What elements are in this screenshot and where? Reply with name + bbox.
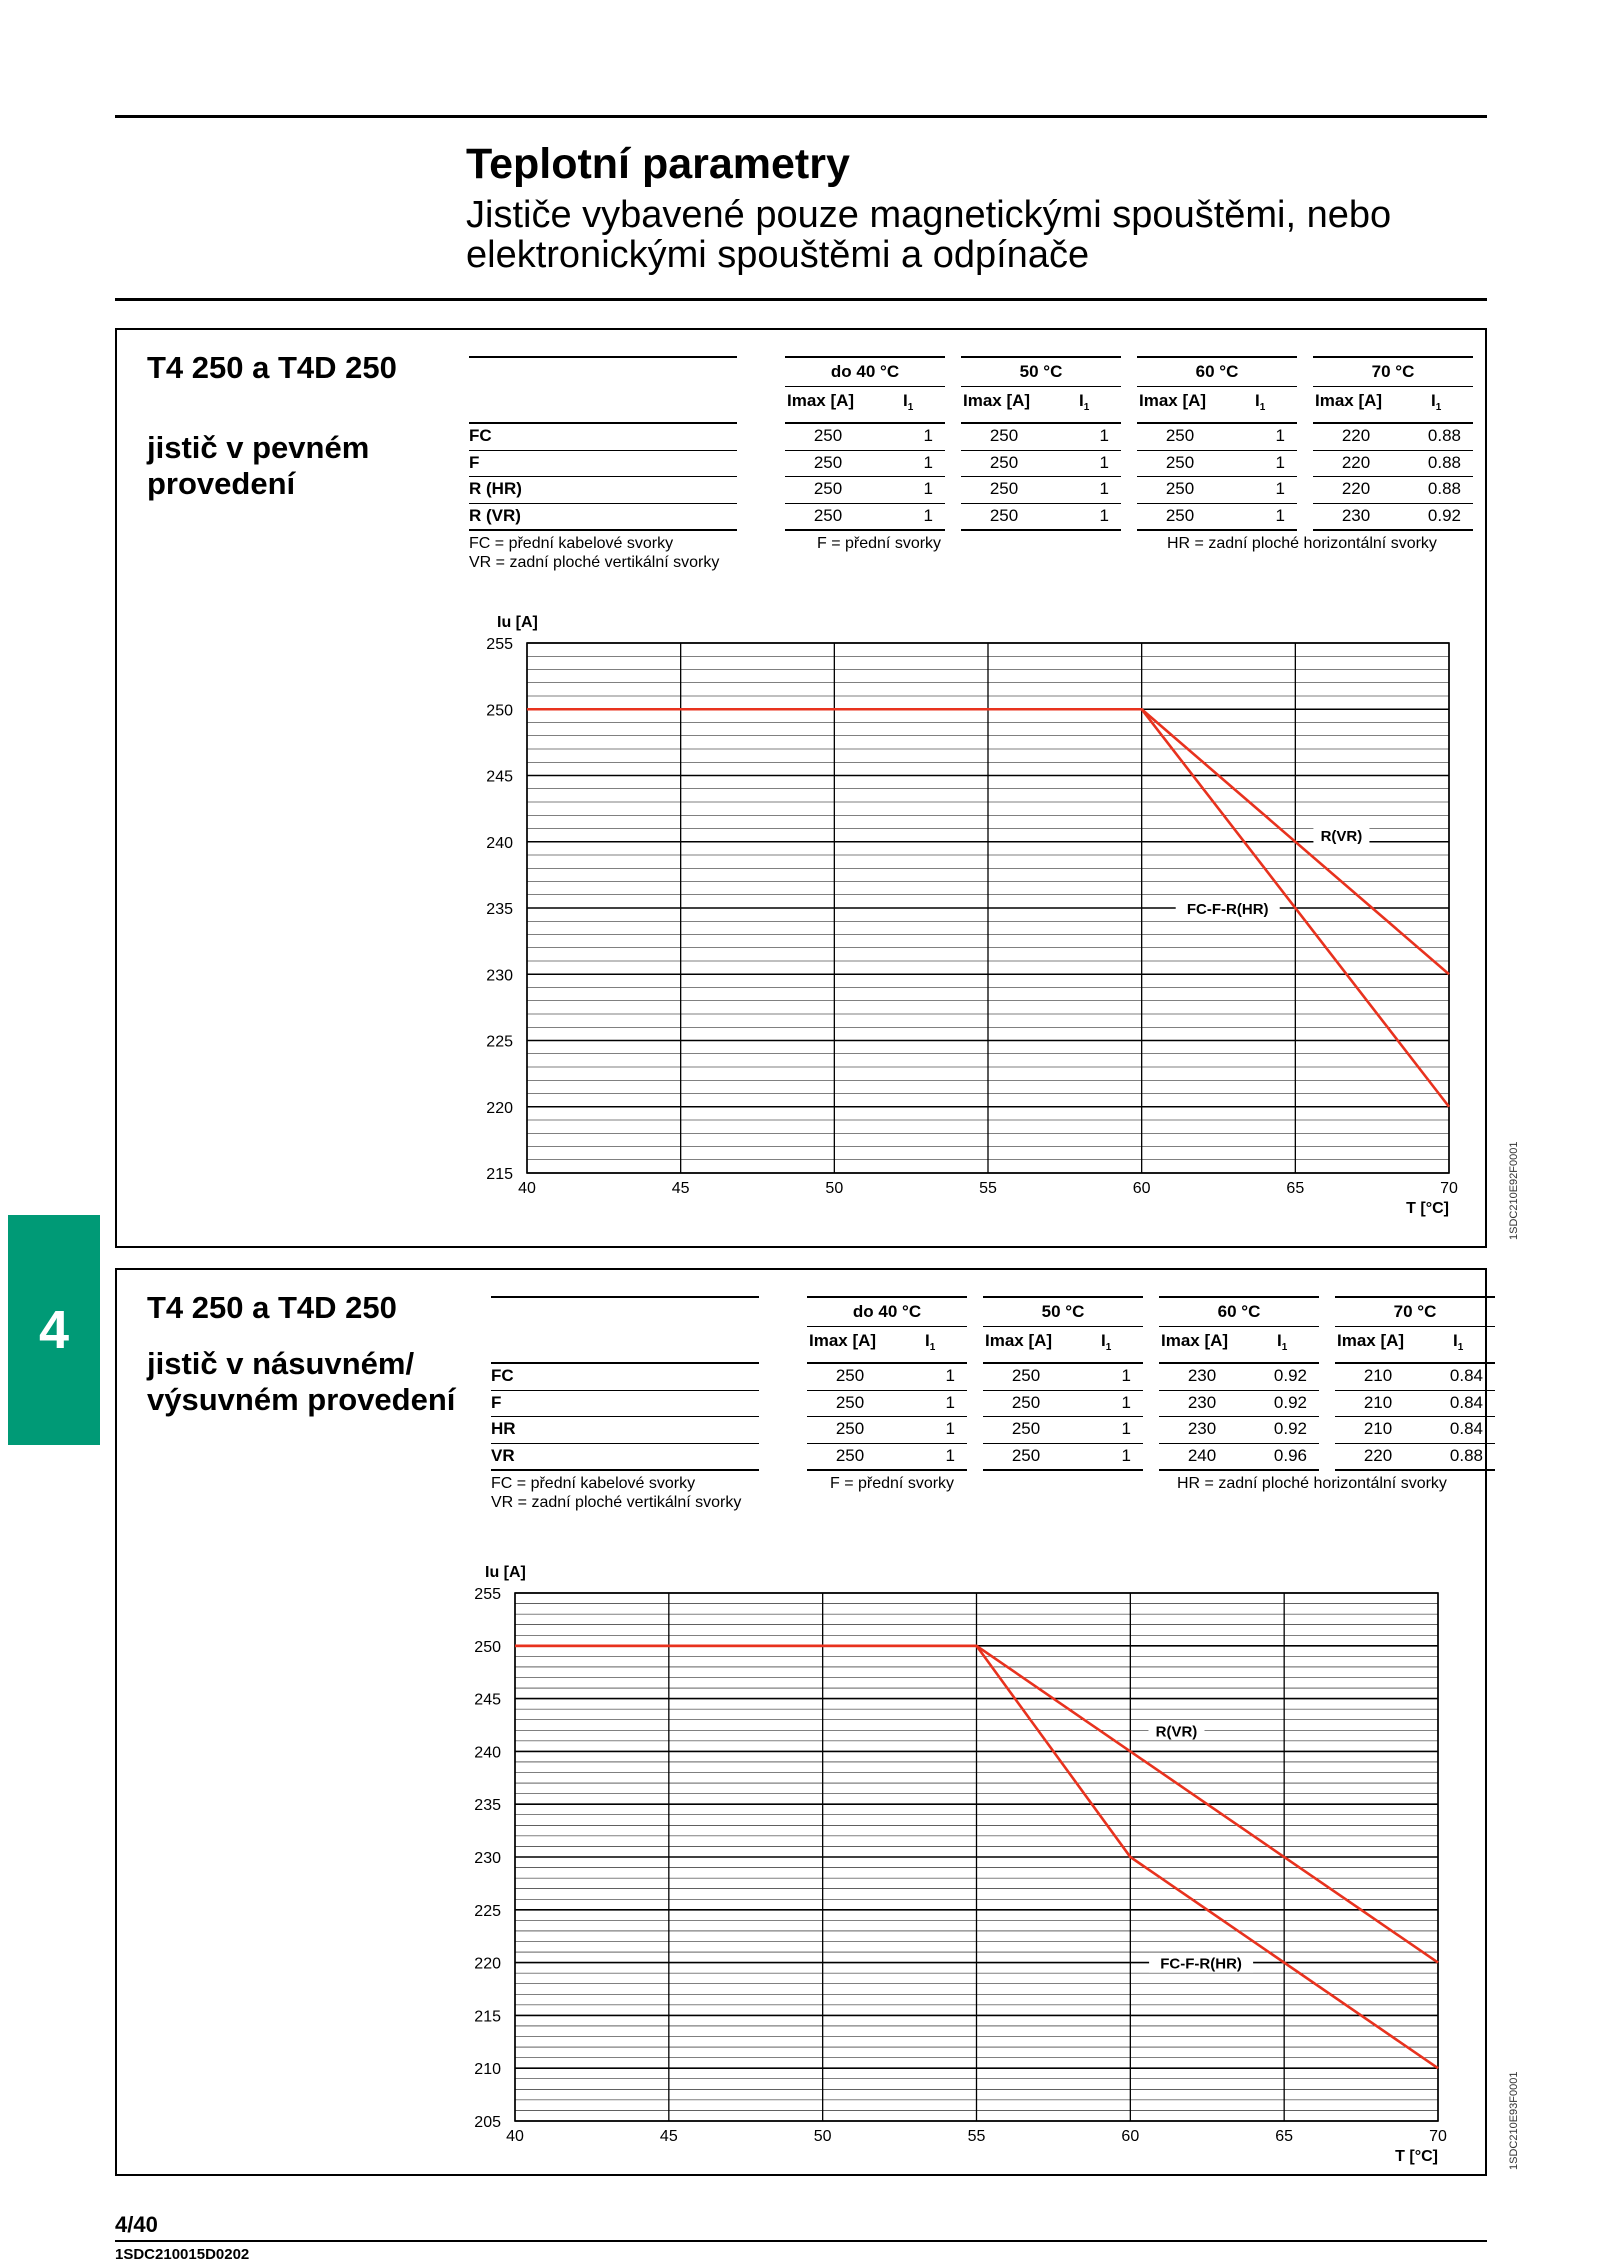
imax-value: 230 [1187, 1419, 1217, 1438]
imax-header: Imax [A] [1337, 1331, 1405, 1350]
imax-value: 250 [835, 1419, 865, 1438]
imax-value: 210 [1363, 1366, 1393, 1385]
imax-value: 250 [1165, 505, 1195, 525]
footnote-fc: FC = přední kabelové svorky [491, 1475, 696, 1492]
i1-value: 0.88 [1427, 426, 1461, 445]
imax-value: 230 [1187, 1392, 1217, 1412]
i1-value: 1 [1121, 1392, 1131, 1412]
derating-chart [117, 330, 1485, 1246]
i1-value: 0.92 [1273, 1392, 1307, 1412]
footnote-f: F = přední svorky [830, 1475, 955, 1492]
imax-value: 210 [1363, 1392, 1393, 1412]
i1-value: 1 [1099, 479, 1109, 498]
imax-value: 250 [1165, 452, 1195, 472]
row-label: VR [491, 1445, 515, 1465]
i1-value: 1 [923, 426, 933, 445]
i1-value: 1 [1121, 1445, 1131, 1465]
imax-value: 220 [1341, 452, 1371, 472]
y-tick-label: 235 [474, 1797, 501, 1815]
panel-fixed [115, 328, 1487, 1248]
i1-letter: I [1277, 1331, 1282, 1350]
page-title: Teplotní parametry [466, 140, 850, 188]
chart-plot [474, 1564, 1447, 2165]
i1-value: 1 [1275, 452, 1285, 472]
y-tick-label: 255 [474, 1586, 501, 1603]
imax-value: 220 [1341, 426, 1371, 445]
imax-header: Imax [A] [787, 391, 855, 410]
imax-value: 250 [1011, 1445, 1041, 1465]
i1-value: 1 [1121, 1366, 1131, 1385]
y-tick-label: 220 [474, 1955, 501, 1973]
footnote-hr: HR = zadní ploché horizontální svorky [1177, 1475, 1447, 1492]
y-tick-label: 225 [486, 1033, 513, 1051]
i1-value: 1 [1275, 505, 1285, 525]
x-tick-label: 40 [518, 1180, 536, 1197]
x-tick-label: 60 [1132, 1180, 1151, 1197]
y-tick-label: 215 [474, 2008, 501, 2026]
imax-header: Imax [A] [809, 1331, 877, 1350]
i1-subscript: 1 [1435, 402, 1442, 413]
footnote-vr: VR = zadní ploché vertikální svorky [469, 554, 720, 571]
x-tick-label: 45 [671, 1180, 690, 1197]
i1-value: 0.84 [1449, 1419, 1483, 1438]
i1-value: 1 [1275, 479, 1285, 498]
imax-value: 240 [1187, 1445, 1217, 1465]
series-label: FC-F-R(HR) [1186, 901, 1269, 918]
imax-header: Imax [A] [1139, 391, 1207, 410]
i1-value: 1 [945, 1366, 955, 1385]
derating-chart [117, 1270, 1485, 2174]
imax-value: 250 [835, 1392, 865, 1412]
temperature-header: 70 °C [1393, 1302, 1437, 1321]
x-tick-label: 60 [1121, 2128, 1140, 2145]
i1-subscript: 1 [907, 402, 914, 413]
i1-value: 0.84 [1449, 1392, 1483, 1412]
i1-value: 1 [1275, 426, 1285, 445]
imax-header: Imax [A] [1161, 1331, 1229, 1350]
imax-value: 250 [989, 452, 1019, 472]
imax-value: 250 [1011, 1419, 1041, 1438]
footnote-vr: VR = zadní ploché vertikální svorky [491, 1494, 742, 1511]
row-label: R (VR) [469, 505, 521, 525]
i1-value: 1 [923, 479, 933, 498]
i1-value: 1 [1099, 426, 1109, 445]
imax-value: 220 [1341, 479, 1371, 498]
row-label: HR [491, 1419, 516, 1438]
row-label: R (HR) [469, 479, 522, 498]
row-label: F [469, 452, 480, 472]
footnote-hr: HR = zadní ploché horizontální svorky [1167, 535, 1437, 552]
i1-letter: I [903, 391, 908, 410]
imax-value: 250 [1165, 426, 1195, 445]
footer-rule [115, 2240, 1487, 2242]
panel-subtitle: jistič v pevném provedení [147, 430, 370, 501]
i1-value: 0.92 [1273, 1366, 1307, 1385]
y-tick-label: 220 [486, 1099, 513, 1117]
i1-subscript: 1 [1457, 1342, 1464, 1353]
row-label: FC [469, 426, 492, 445]
temperature-header: 50 °C [1041, 1302, 1085, 1321]
i1-value: 0.96 [1273, 1445, 1307, 1465]
temperature-header: 70 °C [1371, 362, 1415, 381]
imax-header: Imax [A] [963, 391, 1031, 410]
y-tick-label: 230 [486, 967, 513, 985]
y-tick-label: 245 [474, 1691, 501, 1709]
i1-value: 1 [923, 505, 933, 525]
imax-value: 250 [1165, 479, 1195, 498]
x-tick-label: 55 [979, 1180, 997, 1197]
i1-letter: I [1255, 391, 1260, 410]
i1-value: 0.88 [1427, 452, 1461, 472]
x-tick-label: 65 [1275, 2128, 1294, 2145]
i1-value: 0.88 [1449, 1445, 1483, 1465]
i1-value: 0.92 [1427, 505, 1461, 525]
chapter-tab: 4 [8, 1215, 100, 1445]
header-rule [115, 298, 1487, 301]
i1-value: 1 [923, 452, 933, 472]
x-tick-label: 70 [1429, 2128, 1447, 2145]
y-tick-label: 240 [474, 1744, 501, 1762]
y-tick-label: 215 [486, 1166, 513, 1183]
i1-subscript: 1 [1083, 402, 1090, 413]
i1-letter: I [925, 1331, 930, 1350]
i1-subscript: 1 [929, 1342, 936, 1353]
i1-subscript: 1 [1281, 1342, 1288, 1353]
x-tick-label: 50 [813, 2128, 832, 2145]
imax-value: 220 [1363, 1445, 1393, 1465]
i1-letter: I [1431, 391, 1436, 410]
imax-value: 250 [813, 479, 843, 498]
i1-value: 1 [945, 1419, 955, 1438]
i1-letter: I [1453, 1331, 1458, 1350]
panel-subtitle: jistič v násuvném/ výsuvném provedení [147, 1346, 456, 1417]
series-label: FC-F-R(HR) [1160, 1955, 1242, 1973]
imax-value: 250 [989, 505, 1019, 525]
temperature-header: 60 °C [1195, 362, 1239, 381]
y-tick-label: 250 [486, 702, 513, 720]
x-axis-label: T [°C] [1395, 2148, 1438, 2165]
imax-value: 250 [835, 1366, 865, 1385]
imax-value: 250 [989, 426, 1019, 445]
imax-value: 250 [1011, 1392, 1041, 1412]
y-tick-label: 255 [486, 636, 513, 653]
panel-withdrawable [115, 1268, 1487, 2176]
i1-value: 1 [1121, 1419, 1131, 1438]
temperature-header: do 40 °C [852, 1302, 922, 1321]
figure-code: 1SDC210E92F0001 [1508, 1141, 1520, 1240]
i1-value: 0.92 [1273, 1419, 1307, 1438]
i1-subscript: 1 [1259, 402, 1266, 413]
panel-title: T4 250 a T4D 250 [147, 350, 397, 385]
y-tick-label: 210 [474, 2061, 501, 2079]
imax-value: 210 [1363, 1419, 1393, 1438]
x-tick-label: 50 [825, 1180, 844, 1197]
series-label: R(VR) [1320, 828, 1363, 846]
i1-value: 1 [945, 1392, 955, 1412]
y-tick-label: 235 [486, 901, 513, 918]
y-axis-label: Iu [A] [485, 1564, 526, 1581]
x-tick-label: 40 [506, 2128, 524, 2145]
i1-value: 1 [1099, 452, 1109, 472]
y-tick-label: 240 [486, 834, 513, 852]
x-tick-label: 55 [967, 2128, 986, 2145]
temperature-header: 50 °C [1019, 362, 1063, 381]
imax-value: 250 [1011, 1366, 1041, 1385]
x-tick-label: 70 [1440, 1180, 1458, 1197]
y-axis-label: Iu [A] [497, 614, 538, 631]
top-rule [115, 115, 1487, 118]
footnote-fc: FC = přední kabelové svorky [469, 535, 674, 552]
imax-header: Imax [A] [985, 1331, 1053, 1350]
imax-value: 250 [813, 426, 843, 445]
imax-value: 230 [1341, 505, 1371, 525]
document-code: 1SDC210015D0202 [115, 2246, 250, 2263]
series-label: R(VR) [1155, 1723, 1198, 1741]
footnote-f: F = přední svorky [817, 535, 942, 552]
y-tick-label: 225 [474, 1902, 501, 1920]
imax-value: 230 [1187, 1366, 1217, 1385]
i1-value: 0.84 [1449, 1366, 1483, 1385]
chart-plot [486, 614, 1458, 1217]
imax-value: 250 [813, 505, 843, 525]
page-subtitle: Jističe vybavené pouze magnetickými spouštěmi, nebo elektronickými spouštěmi a odpínače [466, 194, 1392, 276]
page-number: 4/40 [115, 2212, 158, 2237]
temperature-header: 60 °C [1217, 1302, 1261, 1321]
figure-code: 1SDC210E93F0001 [1508, 2071, 1520, 2170]
imax-value: 250 [813, 452, 843, 472]
row-label: F [491, 1392, 502, 1412]
i1-letter: I [1101, 1331, 1106, 1350]
i1-letter: I [1079, 391, 1084, 410]
temperature-header: do 40 °C [830, 362, 900, 381]
y-tick-label: 230 [474, 1850, 501, 1867]
y-tick-label: 250 [474, 1638, 501, 1656]
chart-svg [117, 330, 1485, 1246]
i1-value: 0.88 [1427, 479, 1461, 498]
chart-svg [117, 1270, 1485, 2174]
i1-value: 1 [1099, 505, 1109, 525]
panel-title: T4 250 a T4D 250 [147, 1290, 397, 1325]
y-tick-label: 205 [474, 2114, 501, 2131]
row-label: FC [491, 1366, 514, 1385]
imax-header: Imax [A] [1315, 391, 1383, 410]
x-tick-label: 65 [1286, 1180, 1305, 1197]
y-tick-label: 245 [486, 768, 513, 786]
i1-subscript: 1 [1105, 1342, 1112, 1353]
imax-value: 250 [835, 1445, 865, 1465]
x-axis-label: T [°C] [1406, 1200, 1449, 1217]
i1-value: 1 [945, 1445, 955, 1465]
x-tick-label: 45 [659, 2128, 678, 2145]
imax-value: 250 [989, 479, 1019, 498]
